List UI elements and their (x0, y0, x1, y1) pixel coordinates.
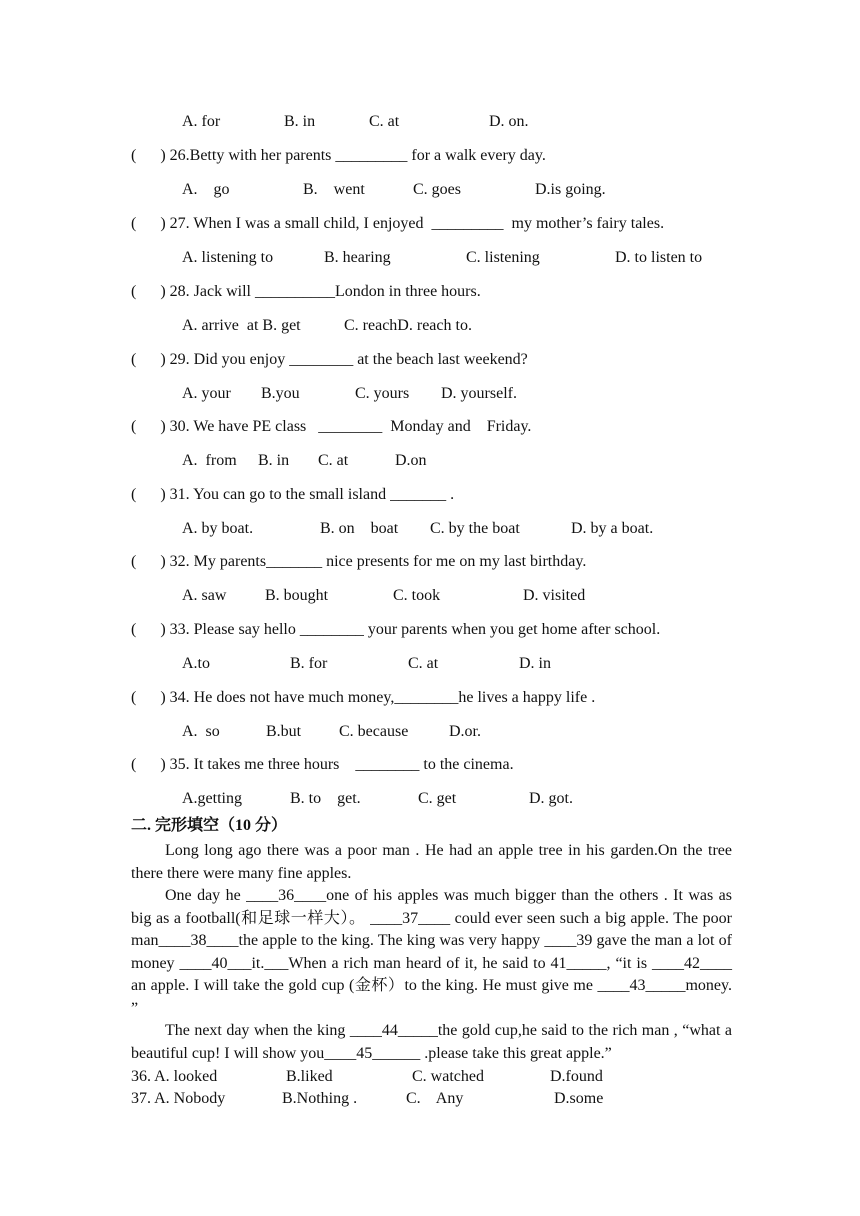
question-31-text: ( ) 31. You can go to the small island _______ . (131, 486, 455, 503)
q35-option-d: D. got. (529, 790, 573, 807)
q29-option-c: C. yours (355, 385, 410, 402)
q27-option-a: A. listening to (182, 249, 274, 266)
q33-option-a: A.to (182, 655, 210, 672)
option-c: C. at (369, 113, 400, 130)
q33-option-b: B. for (290, 655, 328, 672)
q34-option-c: C. because (339, 723, 409, 740)
q37-option-d: D.some (554, 1090, 604, 1107)
q37-option-a: 37. A. Nobody (131, 1090, 226, 1107)
q28-option-cd: C. reachD. reach to. (344, 317, 472, 334)
question-33-text: ( ) 33. Please say hello ________ your parents when you get home after school. (131, 621, 661, 638)
q35-option-b: B. to get. (290, 790, 361, 807)
q30-option-a: A. from (182, 452, 237, 469)
q26-option-b: B. went (303, 181, 365, 198)
q26-option-c: C. goes (413, 181, 461, 198)
q34-option-a: A. so (182, 723, 220, 740)
q29-option-b: B.you (261, 385, 300, 402)
q35-option-c: C. get (418, 790, 457, 807)
q27-option-d: D. to listen to (615, 249, 703, 266)
q37-option-c: C. Any (406, 1090, 464, 1107)
q27-option-b: B. hearing (324, 249, 391, 266)
q29-option-d: D. yourself. (441, 385, 517, 402)
q30-option-b: B. in (258, 452, 290, 469)
q32-option-a: A. saw (182, 587, 227, 604)
q33-option-d: D. in (519, 655, 551, 672)
question-28-text: ( ) 28. Jack will __________London in three hours. (131, 283, 481, 300)
q26-option-d: D.is going. (535, 181, 606, 198)
question-29-text: ( ) 29. Did you enjoy ________ at the beach last weekend? (131, 351, 528, 368)
option-d: D. on. (489, 113, 529, 130)
cloze-paragraph-2: One day he ____36____one of his apples was much bigger than the others . It was as big as a football(和足球一样大）。 ____37____ could ever seen such a big apple. The poor man____38____the apple to the king. The king was very happy ____39 gave the man a lot of money ____40___it.___When a rich man heard of it, he said to 41_____, “it is ____42____ an apple. I will take the gold cup (金杯）to the king. He must give me ____43_____money. ” (131, 887, 732, 1017)
q37-option-b: B.Nothing . (282, 1090, 358, 1107)
q31-option-d: D. by a boat. (571, 520, 654, 537)
question-30-text: ( ) 30. We have PE class ________ Monday and Friday. (131, 418, 532, 435)
q36-option-d: D.found (550, 1068, 603, 1085)
question-34-text: ( ) 34. He does not have much money,________he lives a happy life . (131, 689, 596, 706)
option-b: B. in (284, 113, 316, 130)
q34-option-d: D.or. (449, 723, 481, 740)
q30-option-c: C. at (318, 452, 349, 469)
q28-option-ab: A. arrive at B. get (182, 317, 301, 334)
q35-option-a: A.getting (182, 790, 242, 807)
q27-option-c: C. listening (466, 249, 540, 266)
q32-option-d: D. visited (523, 587, 586, 604)
q32-option-c: C. took (393, 587, 441, 604)
q34-option-b: B.but (266, 723, 302, 740)
q31-option-a: A. by boat. (182, 520, 254, 537)
q26-option-a: A. go (182, 181, 230, 198)
q33-option-c: C. at (408, 655, 439, 672)
question-27-text: ( ) 27. When I was a small child, I enjoyed _________ my mother’s fairy tales. (131, 215, 665, 232)
cloze-paragraph-3: The next day when the king ____44_____the gold cup,he said to the rich man , “what a beautiful cup! I will show you____45______ .please take this great apple.” (131, 1022, 732, 1062)
section-heading: 二. 完形填空（10 分） (131, 817, 288, 834)
question-26-text: ( ) 26.Betty with her parents _________ for a walk every day. (131, 147, 546, 164)
q36-option-c: C. watched (412, 1068, 484, 1085)
q36-option-b: B.liked (286, 1068, 333, 1085)
option-a: A. for (182, 113, 221, 130)
q36-option-a: 36. A. looked (131, 1068, 218, 1085)
q31-option-b: B. on boat (320, 520, 399, 537)
q29-option-a: A. your (182, 385, 231, 402)
cloze-paragraph-1: Long long ago there was a poor man . He had an apple tree in his garden.On the tree there there were many fine apples. (131, 842, 732, 882)
question-35-text: ( ) 35. It takes me three hours ________ to the cinema. (131, 756, 514, 773)
q32-option-b: B. bought (265, 587, 329, 604)
q30-option-d: D.on (395, 452, 427, 469)
question-32-text: ( ) 32. My parents_______ nice presents for me on my last birthday. (131, 553, 587, 570)
q31-option-c: C. by the boat (430, 520, 520, 537)
